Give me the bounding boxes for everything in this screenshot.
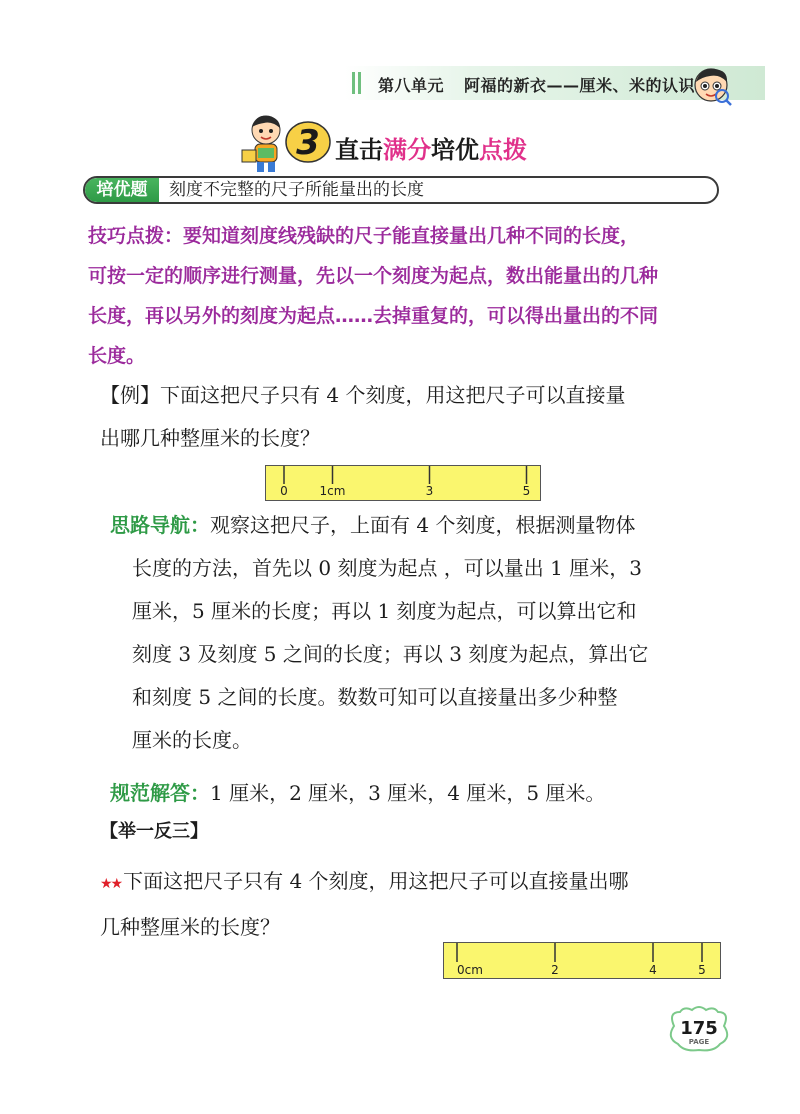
analysis-block: [110, 504, 648, 762]
practice-line: 几种整厘米的长度？: [100, 915, 280, 939]
ruler-tick-label: 3: [425, 484, 434, 498]
page-word: PAGE: [688, 1038, 710, 1046]
analysis-line: 长度的方法，首先以 0 刻度为起点 ，可以量出 1 厘米，3: [132, 556, 642, 580]
section-title-part4: 点拨: [479, 136, 527, 164]
mascot-head-icon: [692, 66, 732, 106]
answer-text: 1 厘米，2 厘米，3 厘米，4 厘米，5 厘米。: [210, 781, 606, 805]
analysis-line: 观察这把尺子，上面有 4 个刻度，根据测量物体: [210, 513, 636, 537]
header-lesson: 阿福的新衣——厘米、米的认识: [464, 76, 696, 95]
answer-label: 规范解答：: [110, 781, 210, 805]
ruler-tick-label: 0cm: [457, 963, 483, 977]
tips-block: [88, 216, 728, 376]
page-number-badge: [664, 1004, 734, 1054]
ruler-tick-label: 0: [280, 484, 288, 498]
topic-bar: [83, 176, 719, 204]
section-title-part1: 直击: [335, 136, 383, 164]
analysis-line: 厘米，5 厘米的长度；再以 1 刻度为起点，可以算出它和: [132, 599, 637, 623]
topic-tag: 培优题: [85, 178, 159, 202]
page-number: 175: [680, 1018, 718, 1039]
tips-line: 技巧点拨：要知道刻度线残缺的尺子能直接量出几种不同的长度，: [88, 225, 640, 247]
example-line: 出哪几种整厘米的长度？: [100, 426, 320, 450]
section-title: [335, 130, 527, 165]
difficulty-stars-icon: ★★: [100, 876, 122, 892]
analysis-line: 刻度 3 及刻度 5 之间的长度；再以 3 刻度为起点，算出它: [132, 642, 649, 666]
topic-text: 刻度不完整的尺子所能量出的长度: [169, 180, 424, 200]
practice-heading: 【举一反三】: [100, 821, 208, 842]
analysis-label: 思路导航：: [110, 513, 210, 537]
ruler-practice: [443, 942, 721, 979]
ruler-tick-label: 1cm: [319, 484, 346, 498]
practice-question: [100, 860, 629, 949]
section-title-part3: 培优: [431, 136, 479, 164]
ruler-tick-label: 4: [649, 963, 657, 977]
tips-line: 长度，再以另外的刻度为起点……去掉重复的，可以得出量出的不同: [88, 305, 659, 327]
ruler-example-marks: [266, 466, 539, 499]
header-title: [378, 73, 695, 96]
section-number: 3: [296, 123, 320, 163]
answer-block: [110, 772, 605, 815]
section-title-part2: 满分: [383, 136, 431, 164]
analysis-line: 和刻度 5 之间的长度。数数可知可以直接量出多少种整: [132, 685, 618, 709]
example-line: 【例】下面这把尺子只有 4 个刻度，用这把尺子可以直接量: [100, 383, 626, 407]
example-question: [100, 374, 625, 460]
header-divider-bars: [352, 72, 364, 94]
header-unit: 第八单元: [378, 76, 445, 95]
ruler-tick-label: 2: [551, 963, 559, 977]
ruler-example: [265, 465, 541, 501]
analysis-line: 厘米的长度。: [132, 728, 252, 752]
ruler-tick-label: 5: [698, 963, 706, 977]
practice-line: 下面这把尺子只有 4 个刻度，用这把尺子可以直接量出哪: [123, 869, 629, 893]
ruler-practice-marks: [444, 943, 719, 977]
ruler-tick-label: 5: [522, 484, 531, 498]
tips-line: 长度。: [88, 345, 146, 367]
tips-line: 可按一定的顺序进行测量，先以一个刻度为起点，数出能量出的几种: [88, 265, 659, 287]
section-number-badge: [284, 120, 332, 164]
